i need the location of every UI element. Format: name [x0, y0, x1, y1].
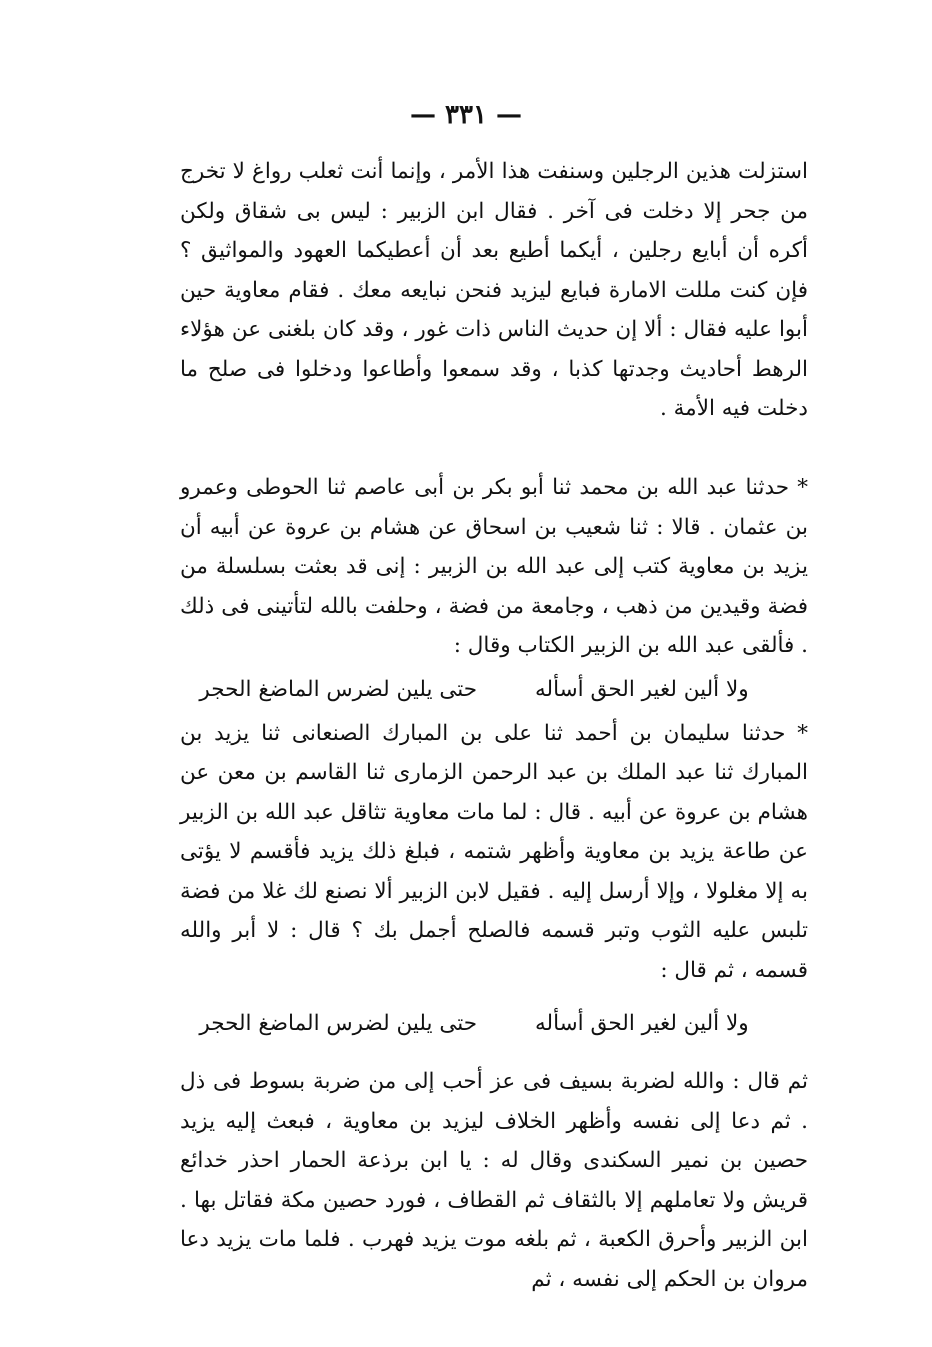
- paragraph-2: * حدثنا عبد الله بن محمد ثنا أبو بكر بن أبى عاصم ثنا الحوطى وعمرو بن عثمان . قالا : ثنا شعيب بن اسحاق عن هشام بن عروة عن أبيه أن يزيد بن معاوية كتب إلى عبد الله بن الزبير : إنى قد بعثت بسلسلة من فضة وقيدين من ذهب ، وجامعة من فضة ، وحلفت بالله لتأتينى فى ذلك . فألقى عبد الله بن الزبير الكتاب وقال :: [180, 475, 808, 658]
- verse-2-first-half: ولا ألين لغير الحق أسأله: [535, 1011, 749, 1036]
- paragraph-3: * حدثنا سليمان بن أحمد ثنا على بن المبارك الصنعانى ثنا يزيد بن المبارك ثنا عبد الملك بن عبد الرحمن الزمارى ثنا القاسم بن معن عن هشام بن عروة عن أبيه . قال : لما مات معاوية تثاقل عبد الله بن الزبير عن طاعة يزيد بن معاوية وأظهر شتمه ، فبلغ ذلك يزيد فأقسم لا يؤتى به إلا مغلولا ، وإلا أرسل إليه . فقيل لابن الزبير ألا نصنع لك غلا من فضة تلبس عليه الثوب وتبر قسمه فالصلح أجمل بك ؟ قال : لا أبر والله قسمه ، ثم قال :: [180, 720, 808, 983]
- verse-1: [180, 670, 808, 710]
- verse-2: [180, 1004, 808, 1044]
- paragraph-4: ثم قال : والله لضربة بسيف فى عز أحب إلى من ضربة بسوط فى ذل . ثم دعا إلى نفسه وأظهر الخلاف ليزيد بن معاوية ، فبعث إليه يزيد حصين بن نمير السكندى وقال له : يا ابن برذعة الحمار احذر خدائع قريش ولا تعاملهم إلا بالثقاف ثم القطاف ، فورد حصين مكة فقاتل بها . ابن الزبير وأحرق الكعبة ، ثم بلغه موت يزيد فهرب . فلما مات يزيد دعا مروان بن الحكم إلى نفسه ، ثم: [180, 1069, 808, 1292]
- text-section-2: [180, 468, 808, 1299]
- verse-1-second-half: حتى يلين لضرس الماضغ الحجر: [199, 676, 478, 702]
- verse-1-first-half: ولا ألين لغير الحق أسأله: [535, 676, 749, 702]
- verse-2-second-half: حتى يلين لضرس الماضغ الحجر: [199, 1011, 478, 1036]
- page-number: — ٣٣١ —: [409, 100, 523, 130]
- paragraph-1: استزلت هذين الرجلين وسنفت هذا الأمر ، وإنما أنت ثعلب رواغ لا تخرج من جحر إلا دخلت فى آخر . فقال ابن الزبير : ليس بى شقاق ولكن أكره أن أبايع رجلين ، أيكما أطيع بعد أن أعطيكما العهود والمواثيق ؟ فإن كنت مللت الامارة فبايع ليزيد فنحن نبايعه معك . فقام معاوية حين أبوا عليه فقال : ألا إن حديث الناس ذات غور ، وقد كان بلغنى عن هؤلاء الرهط أحاديث وجدتها كذبا ، وقد سمعوا وأطاعوا ودخلوا فى صلح ما دخلت فيه الأمة .: [180, 159, 808, 421]
- text-section-1: [180, 152, 808, 429]
